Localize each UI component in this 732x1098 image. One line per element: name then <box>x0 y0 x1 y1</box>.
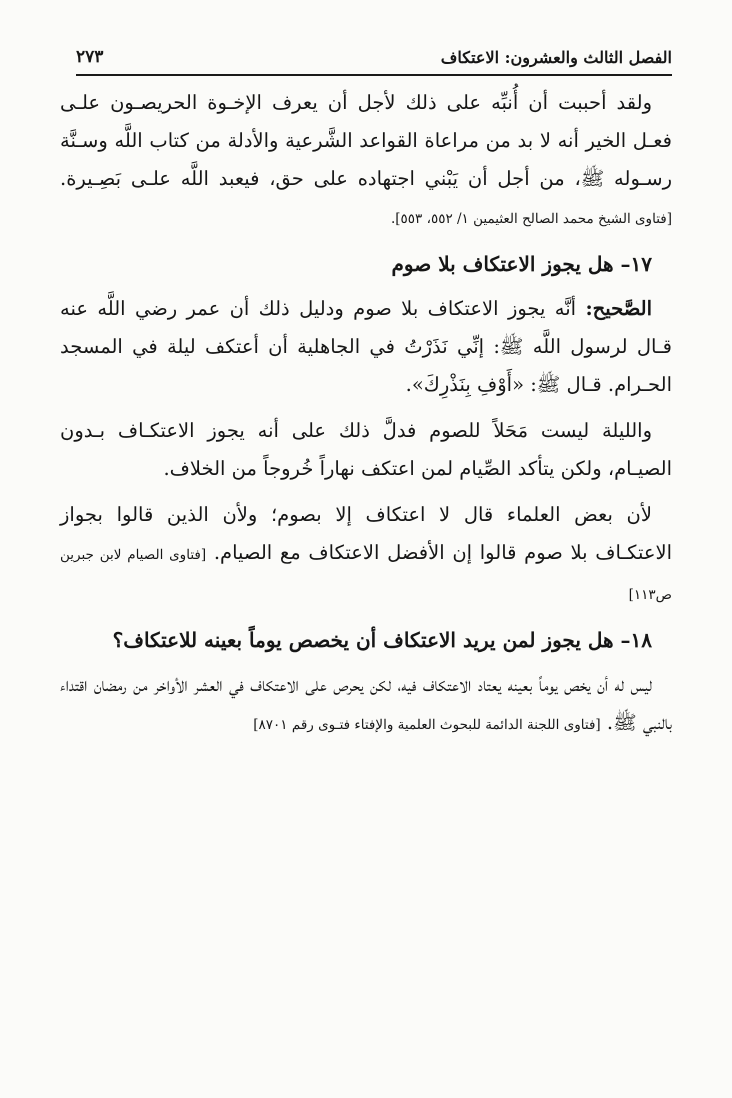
page-body <box>60 84 672 752</box>
citation-5: [فتاوى اللجنة الدائمة للبحوث العلمية والإفتاء فتـوى رقم ٨٧٠١] <box>253 717 601 733</box>
page-number: ٢٧٣ <box>76 47 104 67</box>
question-18-heading: ١٨– هل يجوز لمن يريد الاعتكاف أن يخصص يوماً بعينه للاعتكاف؟ <box>112 628 652 652</box>
paragraph-2-lead: الصَّحيح: <box>585 297 652 320</box>
citation-1: [فتاوى الشيخ محمد الصالح العثيمين ١/ ٥٥٢، ٥٥٣]. <box>390 211 672 227</box>
question-17-heading: ١٧– هل يجوز الاعتكاف بلا صوم <box>391 252 652 276</box>
paragraph-5 <box>60 666 672 744</box>
paragraph-3-text: والليلة ليست مَحَلاً للصوم فدلَّ ذلك على أنه يجوز الاعتكـاف بـدون الصيـام، ولكن يتأكد الصِّيام لمن اعتكف نهاراً خُروجاً من الخلاف. <box>60 419 672 480</box>
paragraph-1 <box>60 84 672 238</box>
paragraph-1-text: ولقد أحببت أن أُنبِّه على ذلك لأجل أن يعرف الإخـوة الحريصـون علـى فعـل الخير أنه لا بد من مراعاة القواعد الشَّرعية والأدلة من كتاب اللَّه وسـنَّة رسـوله ﷺ، من أجل أن يَبْني اجتهاده على حق، فيعبد اللَّه علـى بَصِـيرة. <box>60 91 672 190</box>
running-title: الفصل الثالث والعشرون: الاعتكاف <box>440 47 672 67</box>
paragraph-3 <box>60 412 672 488</box>
page-header <box>76 40 672 76</box>
paragraph-2-text: أنَّه يجوز الاعتكاف بلا صوم ودليل ذلك أن عمر رضي اللَّه عنه قـال لرسول اللَّه ﷺ: إنِّي نَذَرْتُ في الجاهلية أن أعتكف ليلة في المسجد الحـرام. قـال ﷺ: «أَوْفِ بِنَذْرِكَ». <box>60 297 672 396</box>
paragraph-4-text: لأن بعض العلماء قال لا اعتكاف إلا بصوم؛ ولأن الذين قالوا بجواز الاعتكـاف بلا صوم قالوا إن الأفضل الاعتكاف مع الصيام. <box>60 503 673 564</box>
paragraph-5-text: ليس له أن يخص يوماً بعينه يعتاد الاعتكاف فيه، لكن يحرص على الاعتكاف في العشر الأواخر من رمضان اقتداء بالنبي ﷺ. <box>60 673 672 734</box>
paragraph-4 <box>60 496 672 614</box>
citation-4: [فتاوى الصيام لابن جبرين ص١١٣] <box>60 547 672 603</box>
paragraph-2 <box>60 290 672 404</box>
